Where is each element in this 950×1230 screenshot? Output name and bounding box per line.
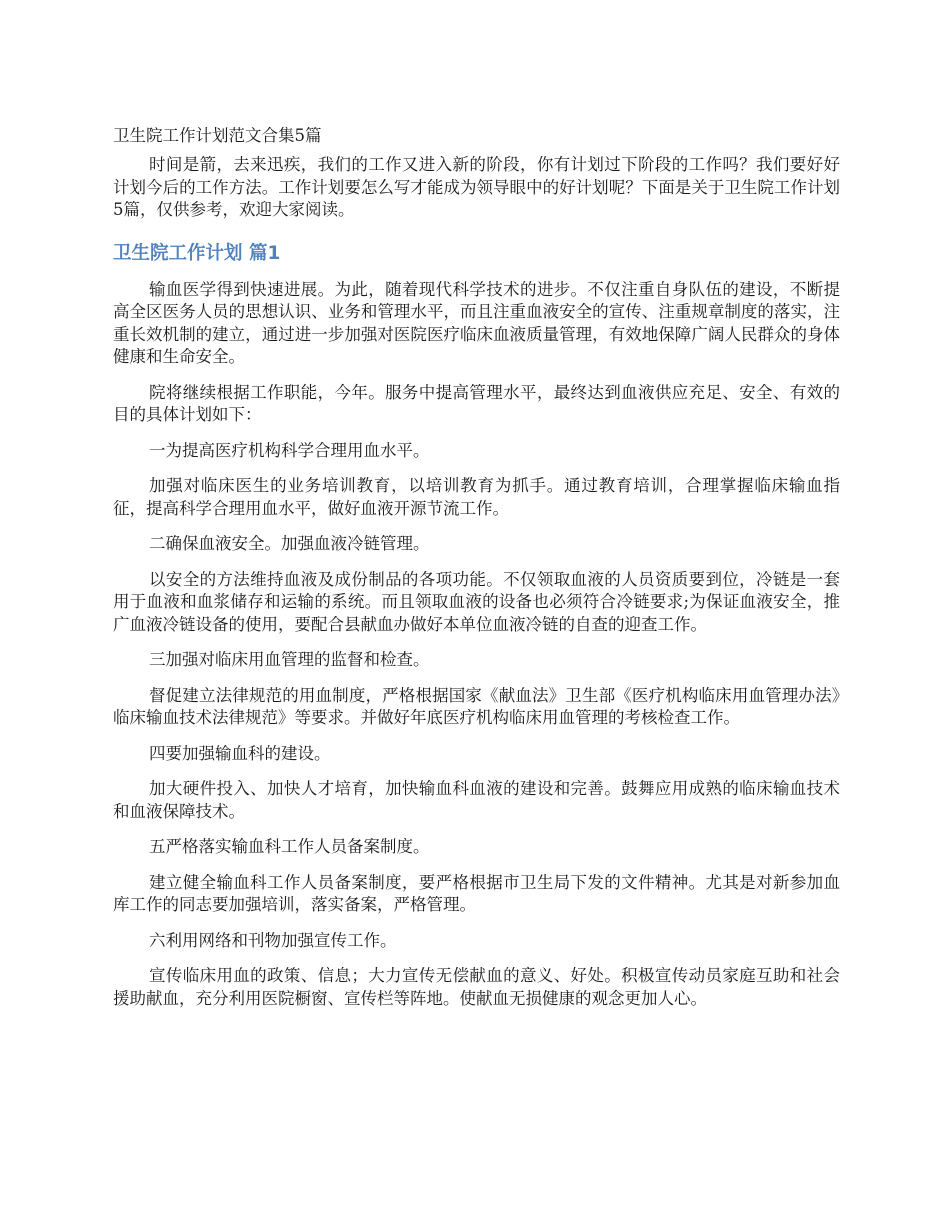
section-heading: 卫生院工作计划 篇1 <box>113 242 281 264</box>
body-paragraph: 以安全的方法维持血液及成份制品的各项功能。不仅领取血液的人员资质要到位，冷链是一套用于血液和血浆储存和运输的系统。而且领取血液的设备也必须符合冷链要求;为保证血液安全，推广血液冷链设备的使用，要配合县献血办做好本单位血液冷链的自查的迎查工作。 <box>113 569 840 634</box>
intro-paragraph: 时间是箭，去来迅疾，我们的工作又进入新的阶段，你有计划过下阶段的工作吗？我们要好好计划今后的工作方法。工作计划要怎么写才能成为领导眼中的好计划呢？下面是关于卫生院工作计划5篇，仅供参考，欢迎大家阅读。 <box>113 155 840 219</box>
document-page <box>113 124 840 1023</box>
item-heading: 六利用网络和刊物加强宣传工作。 <box>149 930 397 950</box>
item-heading: 一为提高医疗机构科学合理用血水平。 <box>149 440 430 460</box>
body-paragraph: 宣传临床用血的政策、信息；大力宣传无偿献血的意义、好处。积极宣传动员家庭互助和社会援助献血，充分利用医院橱窗、宣传栏等阵地。使献血无损健康的观念更加人心。 <box>113 966 840 1008</box>
item-heading: 二确保血液安全。加强血液冷链管理。 <box>149 534 430 553</box>
item-heading: 三加强对临床用血管理的监督和检查。 <box>149 650 430 669</box>
item-heading: 五严格落实输血科工作人员备案制度。 <box>149 837 430 856</box>
document-title: 卫生院工作计划范文合集5篇 <box>113 126 322 145</box>
item-heading: 四要加强输血科的建设。 <box>149 743 331 763</box>
body-paragraph: 输血医学得到快速进展。为此，随着现代科学技术的进步。不仅注重自身队伍的建设，不断提高全区医务人员的思想认识、业务和管理水平，而且注重血液安全的宣传、注重规章制度的落实，注重长效机制的建立，通过进一步加强对医院医疗临床血液质量管理，有效地保障广阔人民群众的身体健康和生命安全。 <box>113 279 840 366</box>
body-paragraph: 加强对临床医生的业务培训教育，以培训教育为抓手。通过教育培训，合理掌握临床输血指征，提高科学合理用血水平，做好血液开源节流工作。 <box>113 476 840 518</box>
body-paragraph: 督促建立法律规范的用血制度，严格根据国家《献血法》卫生部《医疗机构临床用血管理办法》临床输血技术法律规范》等要求。并做好年底医疗机构临床用血管理的考核检查工作。 <box>113 685 840 727</box>
body-paragraph: 加大硬件投入、加快人才培育，加快输血科血液的建设和完善。鼓舞应用成熟的临床输血技术和血液保障技术。 <box>113 779 840 821</box>
body-paragraph: 建立健全输血科工作人员备案制度，要严格根据市卫生局下发的文件精神。尤其是对新参加血库工作的同志要加强培训，落实备案，严格管理。 <box>113 872 840 914</box>
body-paragraph: 院将继续根据工作职能，今年。服务中提高管理水平，最终达到血液供应充足、安全、有效的目的具体计划如下： <box>113 382 840 424</box>
